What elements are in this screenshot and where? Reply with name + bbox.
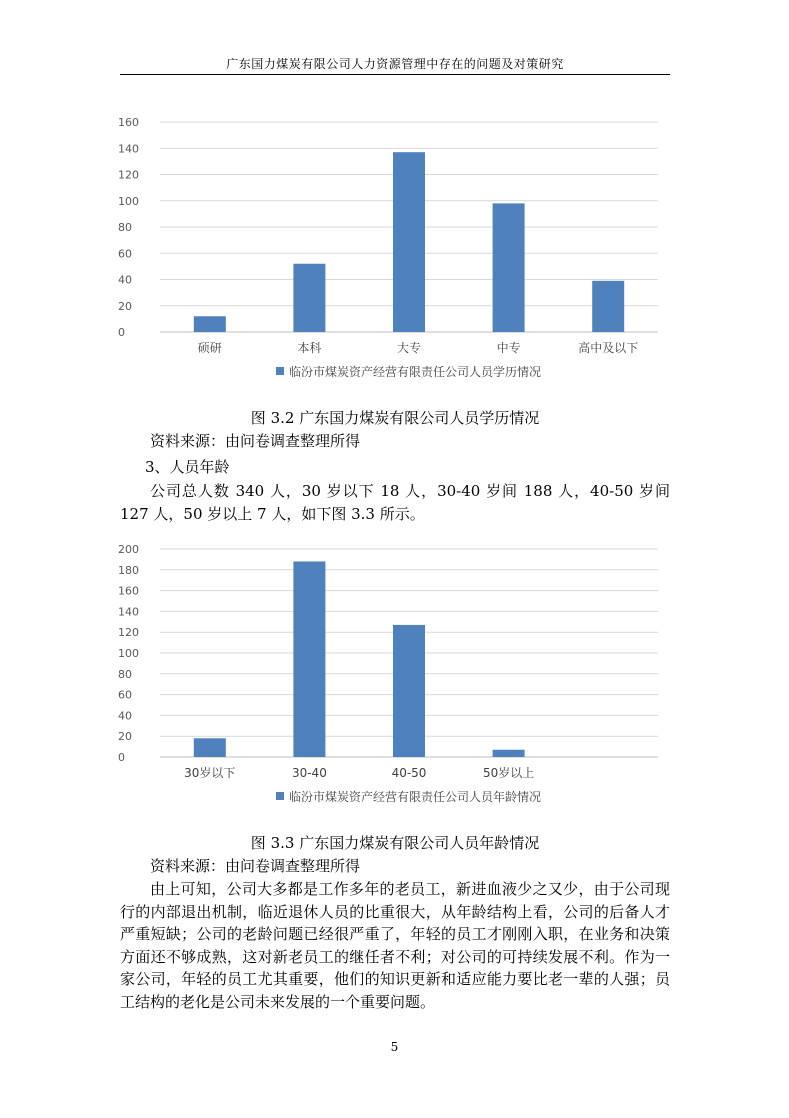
age-chart-y-tick-label: 40 xyxy=(118,709,132,723)
figure-3-3-source: 资料来源：由问卷调查整理所得 xyxy=(150,857,361,875)
age-chart xyxy=(115,530,675,822)
education-chart-bar xyxy=(293,264,325,332)
age-chart-y-tick-label: 120 xyxy=(118,626,139,640)
education-chart-y-tick-label: 120 xyxy=(118,168,139,182)
education-chart-x-category-label: 中专 xyxy=(496,341,521,355)
education-chart-bar xyxy=(493,203,525,332)
education-chart-y-tick-label: 0 xyxy=(118,326,125,339)
education-chart-y-tick-label: 20 xyxy=(118,299,132,313)
age-chart-x-category-label: 30岁以下 xyxy=(184,766,236,780)
age-chart-y-tick-label: 160 xyxy=(118,584,139,598)
age-chart-bar xyxy=(393,625,425,757)
education-chart-y-tick-label: 100 xyxy=(118,194,139,208)
header-rule xyxy=(120,74,670,75)
education-chart-x-category-label: 大专 xyxy=(396,341,422,355)
age-chart-y-tick-label: 200 xyxy=(118,543,139,556)
education-chart-legend-label: 临汾市煤炭资产经营有限责任公司人员学历情况 xyxy=(289,365,542,379)
education-chart-y-tick-label: 40 xyxy=(118,273,132,287)
education-chart-x-category-label: 高中及以下 xyxy=(578,341,639,355)
age-chart-y-tick-label: 80 xyxy=(118,667,132,681)
figure-3-3-caption: 图 3.3 广东国力煤炭有限公司人员年龄情况 xyxy=(250,834,540,852)
age-chart-bar xyxy=(493,750,525,757)
age-chart-y-tick-label: 20 xyxy=(118,730,132,744)
age-chart-legend-label: 临汾市煤炭资产经营有限责任公司人员年龄情况 xyxy=(289,790,542,804)
education-chart-x-category-label: 本科 xyxy=(297,341,322,355)
age-chart-bar xyxy=(293,561,325,757)
age-chart-svg xyxy=(115,530,675,822)
page-number: 5 xyxy=(390,1040,399,1054)
age-intro-paragraph: 公司总人数 340 人，30 岁以下 18 人，30-40 岁间 188 人，40-50 岁间 127 人，50 岁以上 7 人，如下图 3.3 所示。 xyxy=(120,482,670,523)
section-heading: 3、人员年龄 xyxy=(145,458,230,476)
age-chart-x-category-label: 40-50 xyxy=(391,766,427,780)
age-chart-legend-swatch xyxy=(276,792,284,800)
age-chart-x-category-label: 50岁以上 xyxy=(482,766,535,780)
education-chart-bar xyxy=(393,152,425,332)
age-chart-y-tick-label: 60 xyxy=(118,688,132,702)
running-header: 广东国力煤炭有限公司人力资源管理中存在的问题及对策研究 xyxy=(226,57,564,71)
figure-3-2-source: 资料来源：由问卷调查整理所得 xyxy=(150,432,361,450)
education-chart-x-category-label: 硕研 xyxy=(197,341,222,355)
education-chart-bar xyxy=(592,281,624,332)
education-chart-legend-swatch xyxy=(276,367,284,375)
age-chart-y-tick-label: 140 xyxy=(118,605,139,619)
analysis-paragraph: 由上可知，公司大多都是工作多年的老员工，新进血液少之又少，由于公司现行的内部退出机制，临近退休人员的比重很大，从年龄结构上看，公司的后备人才严重短缺；公司的老龄问题已经很严重了，年轻的员工才刚刚入职，在业务和决策方面还不够成熟，这对新老员工的继任者不利；对公司的可持续发展不利。作为一家公司，年轻的员工尤其重要，他们的知识更新和适应能力要比老一辈的人强；员工结构的老化是公司未来发展的一个重要问题。 xyxy=(120,880,670,1011)
age-chart-y-tick-label: 180 xyxy=(118,563,139,577)
age-chart-y-tick-label: 100 xyxy=(118,647,139,660)
education-chart xyxy=(115,103,675,395)
education-chart-y-tick-label: 160 xyxy=(118,116,139,129)
age-chart-y-tick-label: 0 xyxy=(118,751,125,764)
figure-3-2-caption: 图 3.2 广东国力煤炭有限公司人员学历情况 xyxy=(250,409,540,427)
education-chart-bar xyxy=(194,316,226,332)
age-chart-x-category-label: 30-40 xyxy=(291,766,327,780)
education-chart-y-tick-label: 60 xyxy=(118,247,132,261)
education-chart-svg xyxy=(115,103,675,395)
education-chart-y-tick-label: 140 xyxy=(118,142,139,156)
education-chart-y-tick-label: 80 xyxy=(118,221,132,234)
age-chart-bar xyxy=(194,738,226,757)
